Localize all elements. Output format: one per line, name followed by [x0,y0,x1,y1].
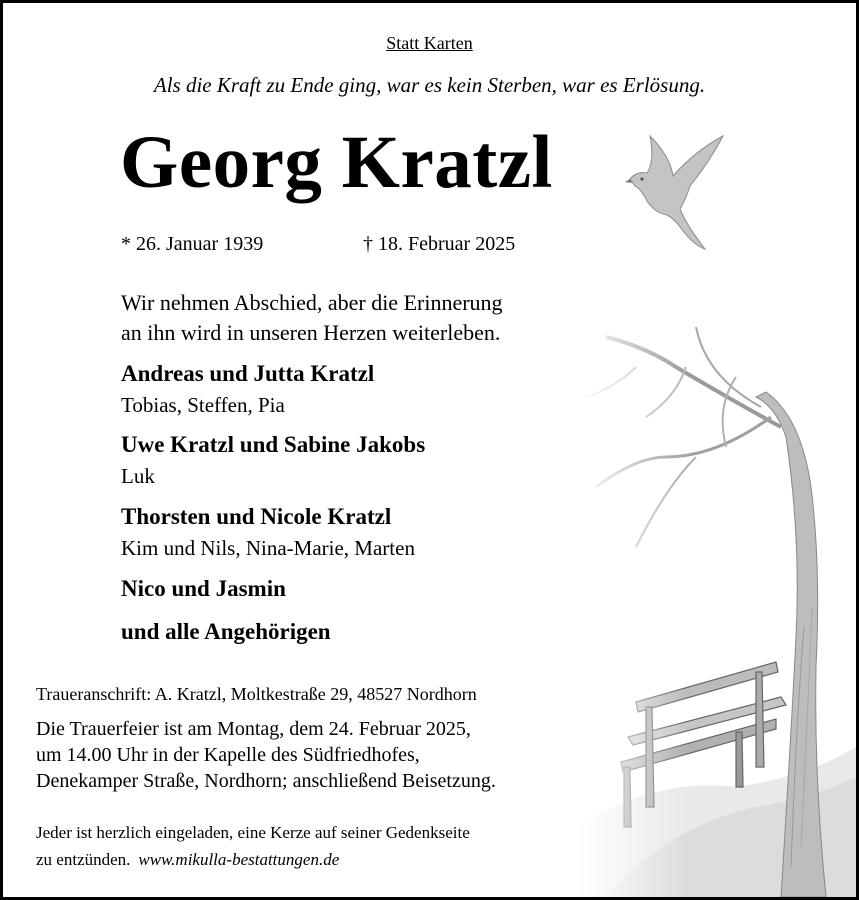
family-name: Thorsten und Nicole Kratzl [121,504,392,529]
family-name: Andreas und Jutta Kratzl [121,361,375,386]
website-link[interactable]: www.mikulla-bestattungen.de [138,850,340,869]
farewell-text [121,288,503,348]
farewell-line: Wir nehmen Abschied, aber die Erinnerung [121,290,503,315]
tree-bench-illustration [576,307,856,897]
invite-line2 [36,846,470,873]
header-note: Statt Karten [386,33,473,53]
family-name: Nico und Jasmin [121,576,286,601]
service-line: um 14.00 Uhr in der Kapelle des Südfriedhofes, [36,744,420,766]
invite-line: Jeder ist herzlich eingeladen, eine Kerze auf seiner Gedenkseite [36,823,470,842]
funeral-service-info [36,716,496,794]
candle-invitation [36,819,470,873]
farewell-line: an ihn wird in unseren Herzen weiterleben. [121,320,501,345]
service-line: Denekamper Straße, Nordhorn; anschließend Beisetzung. [36,770,496,792]
family-members: Kim und Nils, Nina-Marie, Marten [121,536,415,560]
invite-text: zu entzünden. [36,850,131,869]
death-date: † 18. Februar 2025 [363,233,516,255]
family-members: Tobias, Steffen, Pia [121,393,285,417]
bird-icon [625,131,735,256]
relatives-line: und alle Angehörigen [121,619,331,644]
deceased-name: Georg Kratzl [120,121,553,204]
mourning-address: Traueranschrift: A. Kratzl, Moltkestraße 29, 48527 Nordhorn [36,684,477,704]
family-members: Luk [121,464,155,488]
service-line: Die Trauerfeier ist am Montag, dem 24. Februar 2025, [36,718,471,740]
family-name: Uwe Kratzl und Sabine Jakobs [121,432,426,457]
motto-quote: Als die Kraft zu Ende ging, war es kein Sterben, war es Erlösung. [153,73,706,97]
birth-date: * 26. Januar 1939 [121,233,264,255]
